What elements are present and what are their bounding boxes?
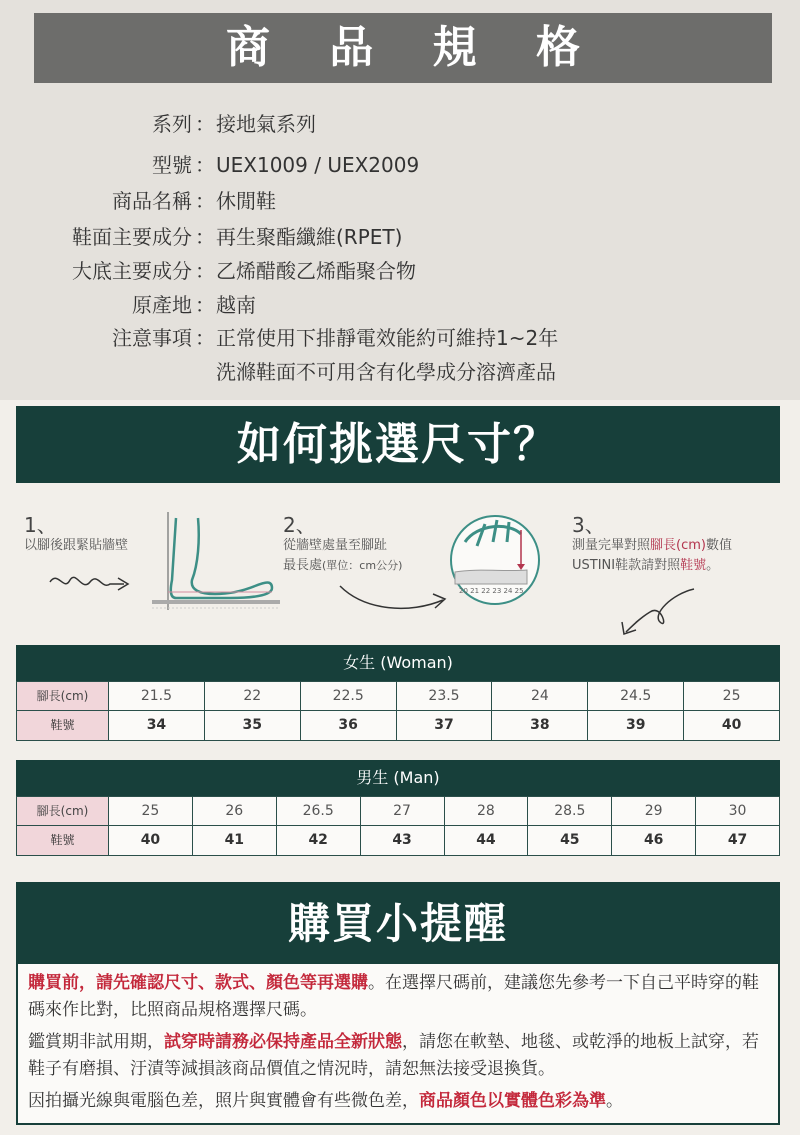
table-cell: 25 [109,797,193,826]
table-cell: 22 [205,682,301,711]
size-guide-section [0,400,800,1135]
spec-value: 再生聚酯纖維(RPET) [216,225,403,249]
men-table-title: 男生 (Man) [16,760,780,796]
row-header: 鞋號 [17,826,109,856]
measure-arrow-icon [335,576,455,621]
size-guide-title: 如何挑選尺寸？ [16,406,780,483]
reminder-title: 購買小提醒 [18,884,778,964]
spec-row-upper: 鞋面主要成分 ： 再生聚酯纖維(RPET) [0,219,800,255]
spec-value: 休閒鞋 [216,189,276,213]
table-cell: 40 [684,711,780,741]
row-header: 腳長(cm) [17,682,109,711]
women-table-title: 女生 (Woman) [16,645,780,681]
spec-label: 系列 [152,112,192,136]
table-cell: 26.5 [277,797,361,826]
table-cell: 28.5 [528,797,612,826]
row-header: 鞋號 [17,711,109,741]
spec-value: 正常使用下排靜電效能約可維持1~2年 [216,326,559,350]
reminder-paragraph: 鑑賞期非試用期，試穿時請務必保持產品全新狀態，請您在軟墊、地毯、或乾淨的地板上試穿，若鞋子有磨損、汙漬等減損該商品價值之情況時，請恕無法接受退換貨。 [28,1032,759,1079]
spec-row-series: 系列 ： 接地氣系列 [0,106,800,142]
table-cell: 36 [301,711,397,741]
table-cell: 35 [205,711,301,741]
step-2: 2、 從牆壁處量至腳趾 最長處(單位：cm公分) [283,513,403,573]
spec-label: 大底主要成分 [72,259,192,283]
spec-label: 注意事項 [112,326,192,350]
table-row [16,796,780,826]
table-cell: 25 [684,682,780,711]
table-cell: 43 [361,826,445,856]
table-cell: 39 [588,711,684,741]
table-row [16,681,780,711]
table-cell: 44 [445,826,529,856]
table-cell: 24.5 [588,682,684,711]
table-cell: 34 [109,711,205,741]
table-cell: 28 [445,797,529,826]
spec-section [0,0,800,400]
purchase-reminder [16,882,780,1125]
spec-label: 型號 [152,153,192,177]
table-cell: 21.5 [109,682,205,711]
spec-value: UEX1009 / UEX2009 [216,153,420,177]
men-size-table [16,760,780,856]
table-cell: 23.5 [397,682,493,711]
table-cell: 47 [696,826,780,856]
table-cell: 42 [277,826,361,856]
spec-value: 接地氣系列 [216,112,316,136]
foot-against-wall-illustration [40,510,280,620]
table-row [16,711,780,741]
svg-text:20 21 22 23 24 25: 20 21 22 23 24 25 [459,587,524,595]
table-cell: 27 [361,797,445,826]
table-cell: 37 [397,711,493,741]
table-cell: 46 [612,826,696,856]
women-size-table [16,645,780,741]
table-cell: 40 [109,826,193,856]
step-1-text: 以腳後跟緊貼牆壁 [24,538,129,553]
spec-row-model: 型號 ： UEX1009 / UEX2009 [0,147,800,183]
table-cell: 38 [492,711,588,741]
table-cell: 24 [492,682,588,711]
table-cell: 26 [193,797,277,826]
row-header: 腳長(cm) [17,797,109,826]
table-cell: 22.5 [301,682,397,711]
reminder-paragraph: 購買前，請先確認尺寸、款式、顏色等再選購。在選擇尺碼前，建議您先參考一下自己平時穿的鞋碼來作比對，比照商品規格選擇尺碼。 [28,973,759,1020]
step-1: 1、 以腳後跟緊貼牆壁 [24,514,128,556]
spec-label: 原產地 [132,293,192,317]
table-cell: 41 [193,826,277,856]
reminder-paragraph: 因拍攝光線與電腦色差，照片與實體會有些微色差，商品顏色以實體色彩為準。 [28,1091,623,1111]
measure-foot-circle-illustration [447,512,547,612]
table-cell: 30 [696,797,780,826]
spec-row-notes: 注意事項 ： 正常使用下排靜電效能約可維持1~2年 [0,320,800,356]
curved-arrow-icon [612,584,702,639]
table-cell: 29 [612,797,696,826]
table-cell: 45 [528,826,612,856]
spec-value: 越南 [216,293,256,317]
spec-value: 洗滌鞋面不可用含有化學成分溶濟產品 [216,360,556,384]
spec-row-origin: 原產地 ： 越南 [0,287,800,323]
spec-value: 乙烯醋酸乙烯酯聚合物 [216,259,416,283]
table-row [16,826,780,856]
step-3: 3、 測量完畢對照腳長(cm)數值 USTINI鞋款請對照鞋號。 [572,513,732,573]
spec-title: 商 品 規 格 [34,13,772,83]
spec-label: 鞋面主要成分 [72,225,192,249]
spec-label: 商品名稱 [112,189,192,213]
spec-row-notes-2 [0,354,800,390]
reminder-body [18,964,778,1115]
spec-row-name: 商品名稱 ： 休閒鞋 [0,183,800,219]
spec-row-sole: 大底主要成分 ： 乙烯醋酸乙烯酯聚合物 [0,253,800,289]
